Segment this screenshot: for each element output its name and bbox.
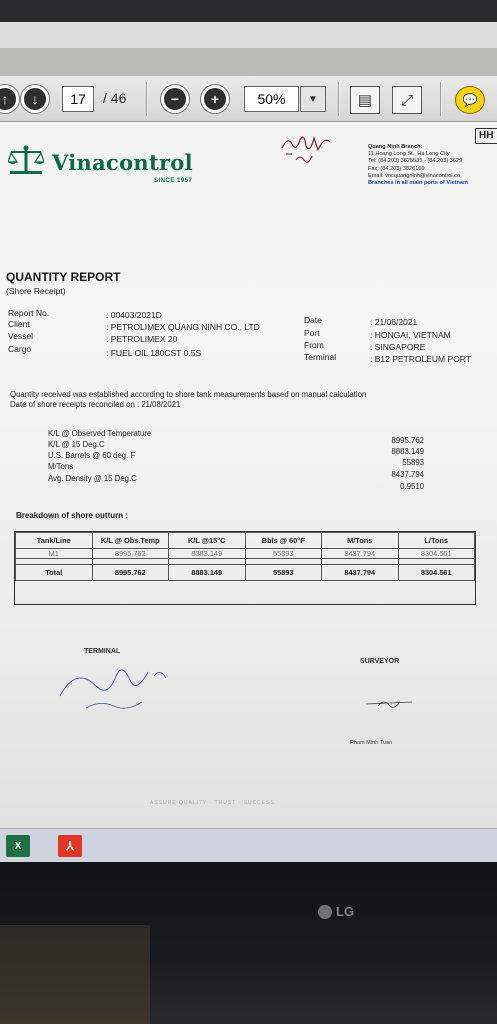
field-value: : 00403/2021D [106,310,162,320]
zoom-level-input[interactable]: 50% [244,86,299,112]
minus-icon: − [164,88,186,110]
field-value: : HONGAI, VIETNAM [370,330,451,340]
field-value: : 21/08/2021 [370,317,418,327]
handwritten-note-signature [278,130,338,170]
toolbar-separator [338,82,340,116]
zoom-dropdown-button[interactable] [300,86,326,112]
table-cell: 8883.149 [169,549,246,559]
branch-address: 11 Hoang Long St., Ha Long City [368,151,450,158]
logo-since: SINCE 1957 [154,178,193,184]
brand-text: LG [336,904,355,919]
fit-page-icon: ▤ [357,92,373,109]
caret-down-icon: ▼ [308,93,318,105]
hh-label: HH [475,128,497,144]
branch-contact-block [368,144,497,187]
quantity-value: 55893 [402,458,424,467]
logo-text: Vinacontrol [52,150,193,175]
toolbar-separator [146,82,148,116]
scales-emblem-icon [8,144,44,176]
quantity-label: M/Tons [48,462,74,471]
next-page-button[interactable] [20,84,50,114]
quantity-label: K/L @ 15 Deg.C [48,440,105,449]
field-label: Cargo [8,344,32,354]
document-page [0,122,497,828]
field-value: : B12 PETROLEUM PORT [370,354,471,362]
quantity-label: K/L @ Observed Temperature [48,429,152,438]
terminal-signature [56,656,176,714]
fit-page-button[interactable] [350,86,380,114]
field-label: Client [8,319,30,329]
quantity-value: 8437.794 [391,470,424,479]
field-label: Report No. [8,308,50,318]
zoom-out-button[interactable] [160,84,190,114]
quantity-value: 8883.149 [391,447,424,456]
table-cell: 8995.762 [92,565,169,581]
field-value: : FUEL OIL 180CST 0.5S [106,348,202,358]
field-label: Port [304,328,320,338]
table-cell: Total [16,565,93,581]
col-header: Tank/Line [16,533,93,549]
col-header: L/Tons [398,533,475,549]
report-title: QUANTITY REPORT [6,270,121,284]
expand-icon: ⤢ [400,91,413,109]
surveyor-name: Pham Minh Tuan [350,740,393,746]
desk-surface [0,925,150,1024]
pdf-reader-icon[interactable]: ⅄ [58,835,82,857]
surveyor-label: SURVEYOR [360,658,400,665]
quantity-label: Avg. Density @ 15 Deg.C [48,474,137,483]
branch-email: Email: vncquangninh@vinacontrol.co [368,172,461,179]
table-cell: 8304.561 [398,565,475,581]
table-cell: 8995.762 [92,549,169,559]
quantity-label: U.S. Barrels @ 60 deg. F [48,451,136,460]
table-total-row [16,565,475,581]
field-label: Terminal [304,352,337,360]
window-top-strip-2 [0,48,497,76]
page-number-input[interactable]: 17 [62,86,94,112]
report-subtitle: (Shore Receipt) [6,286,66,296]
fit-width-button[interactable] [392,86,422,114]
col-header: K/L @15°C [169,533,246,549]
table-cell: 55893 [245,549,322,559]
plus-icon: + [204,88,226,110]
table-cell: 8437.794 [322,549,399,559]
branch-fax: Fax: (84.203) 3826169 [368,165,425,172]
lg-circle-icon [318,905,332,919]
outturn-table [14,531,476,605]
table-cell: 8883.149 [169,565,246,581]
table-cell: 55893 [245,565,322,581]
speech-bubble-icon: 💬 [462,93,478,107]
surveyor-signature [364,696,414,710]
taskbar [0,828,497,862]
zoom-in-button[interactable] [200,84,230,114]
quantity-value: 8995.762 [391,436,424,445]
table-cell: 8304.561 [398,549,475,559]
reconcile-date-note: Date of shore receipts reconciled on : 21/08/2021 [10,400,181,409]
field-value: : SINGAPORE [370,342,426,352]
arrow-down-icon: ↓ [24,88,46,110]
field-label: From [304,340,324,350]
branch-name: Quang Ninh Branch: [368,144,423,150]
table-row [16,549,475,559]
col-header: K/L @ Obs.Temp [92,533,169,549]
arrow-up-icon: ↑ [0,88,16,110]
table-cell: M1 [16,549,93,559]
field-label: Vessel [8,331,34,341]
footer-slogan: ASSURE QUALITY · TRUST · SUCCESS [150,800,275,806]
lg-logo [318,904,354,919]
page-total-label: / 46 [103,90,127,106]
field-value: : PETROLIMEX 20 [106,334,178,344]
measurement-note: Quantity received was established according to shore tank measurements based on manual calculation [10,390,367,399]
comment-button[interactable] [455,86,485,114]
breakdown-title: Breakdown of shore outturn : [16,511,128,520]
field-label: Date [304,315,322,325]
terminal-label: TERMINAL [84,648,121,655]
top-dark-edge [0,0,497,22]
toolbar-separator [440,82,442,116]
branch-ports: Branches in all main ports of Vietnam [368,180,468,187]
quantity-value: 0.9510 [400,482,424,491]
table-cell: 8437.794 [322,565,399,581]
branch-tel: Tel: (84.203) 3825535 - (84.203) 3629 [368,158,463,165]
excel-icon[interactable]: X [6,835,30,857]
field-value: : PETROLIMEX QUANG NINH CO., LTD [106,322,260,332]
col-header: M/Tons [322,533,399,549]
col-header: Bbls @ 60°F [245,533,322,549]
